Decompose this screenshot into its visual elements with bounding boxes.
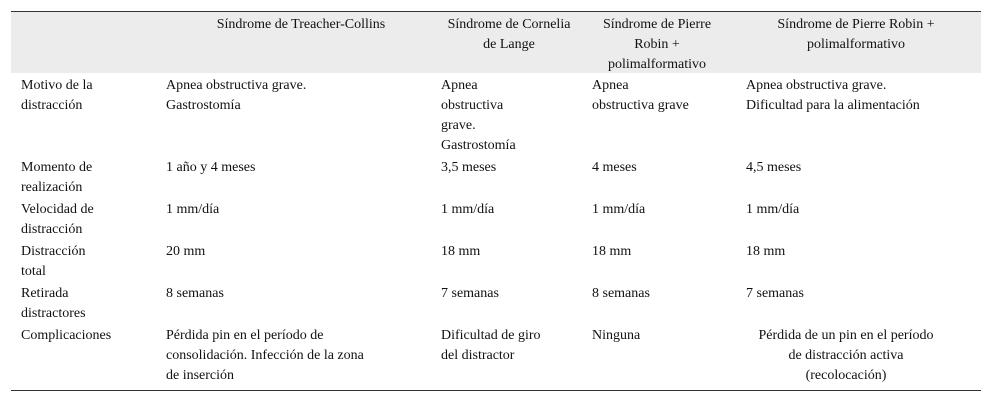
row-label-velocidad: Velocidad de distracción: [21, 202, 94, 237]
row-label-complicaciones: Complicaciones: [21, 328, 112, 343]
header-treacher-collins: Síndrome de Treacher-Collins: [216, 17, 386, 32]
cell-complicaciones-3: Ninguna: [592, 328, 641, 343]
cell-distraccion-1: 20 mm: [166, 244, 206, 259]
cell-motivo-3: Apnea obstructiva grave: [592, 78, 689, 113]
cell-momento-3: 4 meses: [592, 160, 637, 175]
cell-motivo-1: Apnea obstructiva grave. Gastrostomía: [166, 78, 307, 113]
cell-retirada-2: 7 semanas: [441, 286, 499, 301]
cell-motivo-2: Apnea obstructiva grave. Gastrostomía: [441, 78, 516, 153]
cell-velocidad-2: 1 mm/día: [441, 202, 495, 217]
table-bottom-rule: [11, 390, 981, 391]
cell-distraccion-4: 18 mm: [746, 244, 786, 259]
cell-momento-4: 4,5 meses: [746, 160, 802, 175]
cell-complicaciones-4: Pérdida de un pin en el período de distracción activa (recolocación): [758, 328, 934, 383]
row-label-retirada: Retirada distractores: [21, 286, 86, 321]
cell-complicaciones-2: Dificultad de giro del distractor: [441, 328, 541, 363]
cell-retirada-3: 8 semanas: [592, 286, 650, 301]
cell-complicaciones-1: Pérdida pin en el período de consolidación. Infección de la zona de inserción: [166, 328, 364, 383]
cell-momento-2: 3,5 meses: [441, 160, 497, 175]
cell-retirada-4: 7 semanas: [746, 286, 804, 301]
cell-motivo-4: Apnea obstructiva grave. Dificultad para la alimentación: [746, 78, 920, 113]
header-pierre-robin-2: Síndrome de Pierre Robin + polimalformativo: [777, 17, 935, 52]
cell-distraccion-3: 18 mm: [592, 244, 632, 259]
header-pierre-robin-1: Síndrome de Pierre Robin + polimalformativo: [602, 17, 712, 72]
cell-distraccion-2: 18 mm: [441, 244, 481, 259]
cell-velocidad-4: 1 mm/día: [746, 202, 800, 217]
row-label-motivo: Motivo de la distracción: [21, 78, 93, 113]
header-cornelia-de-lange: Síndrome de Cornelia de Lange: [447, 17, 571, 52]
row-label-momento: Momento de realización: [21, 160, 93, 195]
row-label-distraccion-total: Distracción total: [21, 244, 86, 279]
cell-momento-1: 1 año y 4 meses: [166, 160, 256, 175]
cell-velocidad-3: 1 mm/día: [592, 202, 646, 217]
cell-velocidad-1: 1 mm/día: [166, 202, 220, 217]
cell-retirada-1: 8 semanas: [166, 286, 224, 301]
